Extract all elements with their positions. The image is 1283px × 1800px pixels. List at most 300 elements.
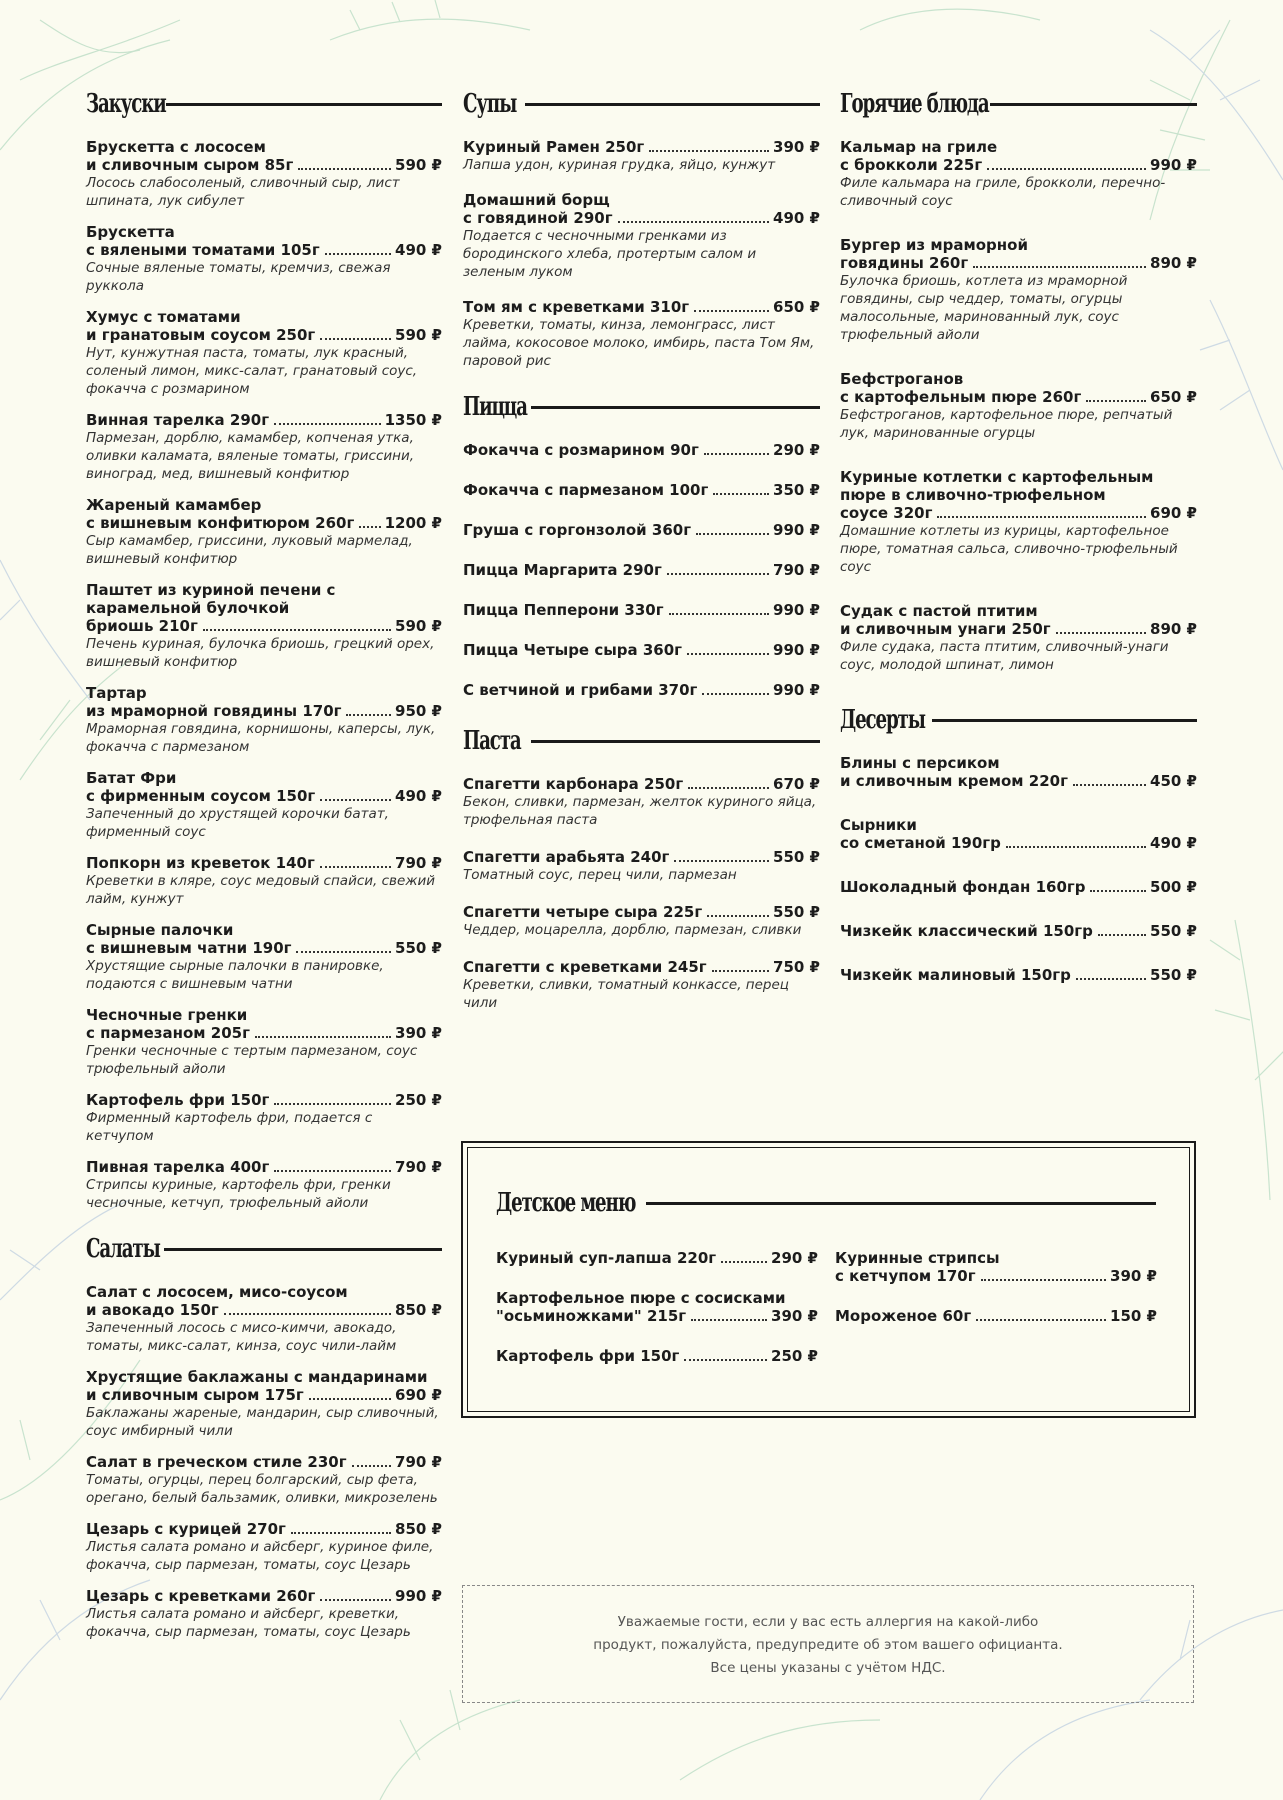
dot-leader: [1073, 784, 1146, 786]
dish-name: Пивная тарелка 400г: [86, 1158, 270, 1176]
dish-description: Фирменный картофель фри, подается с кетчупом: [86, 1110, 373, 1144]
dish-name: Чизкейк классический 150гр: [840, 922, 1093, 940]
dot-leader: [320, 338, 391, 340]
dish-price-line: [463, 681, 820, 699]
dot-leader: [309, 1398, 391, 1400]
dish-price: 850 ₽: [395, 1301, 442, 1319]
dish-description: Листья салата романо и айсберг, креветки, фокачча, сыр пармезан, томаты, соус Цезарь: [86, 1606, 411, 1640]
dish-price: 790 ₽: [773, 561, 820, 579]
dish-name: Спагетти с креветками 245г: [463, 958, 707, 976]
dot-leader: [696, 533, 769, 535]
menu-item: [463, 481, 820, 499]
allergy-note-line: Все цены указаны с учётом НДС.: [710, 1660, 946, 1676]
dish-name: Фокачча с пармезаном 100г: [463, 481, 709, 499]
dish-name: Картофель фри 150г: [496, 1347, 680, 1365]
menu-item: [840, 966, 1197, 984]
dot-leader: [325, 253, 391, 255]
section-header-goryachie: Горячие блюда: [840, 84, 1197, 124]
dish-name: Пицца Маргарита 290г: [463, 561, 662, 579]
dish-name: Брускетта: [86, 223, 175, 241]
dish-name: Хумус с томатами: [86, 308, 241, 326]
dish-description: Креветки, томаты, кинза, лемонграсс, лист лайма, кокосовое молоко, имбирь, паста Том Ям, паровой рис: [463, 317, 815, 369]
dish-name: Куриный Рамен 250г: [463, 138, 645, 156]
dish-name: Цезарь с курицей 270г: [86, 1520, 286, 1538]
dish-price: 550 ₽: [395, 939, 442, 957]
section-header-pasta: Паста: [463, 721, 820, 761]
dot-leader: [320, 1599, 391, 1601]
dish-description: Чеддер, моцарелла, дорблю, пармезан, сливки: [463, 922, 802, 938]
dish-price-line: [840, 620, 1197, 638]
dot-leader: [684, 1359, 767, 1361]
dot-leader: [976, 1319, 1106, 1321]
dot-leader: [346, 714, 391, 716]
dish-price-line: [86, 411, 442, 429]
dish-name: Батат Фри: [86, 769, 177, 787]
section-header-zakuski: Закуски: [86, 84, 442, 124]
dish-price-line: [463, 641, 820, 659]
menu-item: [463, 848, 820, 884]
menu-item: [840, 138, 1197, 210]
menu-item: [840, 236, 1197, 344]
dish-name: и сливочным кремом 220г: [840, 772, 1068, 790]
dish-price-line: [86, 617, 442, 635]
dish-description: Филе судака, паста птитим, сливочный-унаги соус, молодой шпинат, лимон: [840, 639, 1169, 673]
dot-leader: [1006, 846, 1146, 848]
dish-description: Томаты, огурцы, перец болгарский, сыр фета, орегано, белый бальзамик, оливки, микрозелень: [86, 1472, 438, 1506]
menu-item: [86, 921, 442, 993]
menu-item: [463, 298, 820, 370]
dish-name: С ветчиной и грибами 370г: [463, 681, 698, 699]
dish-price-line: [86, 1091, 442, 1109]
dot-leader: [255, 1036, 391, 1038]
dish-name: Блины с персиком: [840, 754, 1000, 772]
dot-leader: [274, 423, 381, 425]
dish-price: 590 ₽: [395, 156, 442, 174]
dish-price-line: [840, 878, 1197, 896]
section-rule: [531, 406, 820, 409]
menu-item: [835, 1307, 1157, 1325]
dish-name: Судак с пастой птитим: [840, 602, 1038, 620]
dot-leader: [713, 493, 769, 495]
menu-item: [86, 1006, 442, 1078]
dish-price-line: [463, 481, 820, 499]
section-rule: [164, 1248, 442, 1251]
dish-name: бриошь 210г: [86, 617, 198, 635]
dish-name: Картофель фри 150г: [86, 1091, 270, 1109]
dish-name: из мраморной говядины 170г: [86, 702, 342, 720]
dish-price: 590 ₽: [395, 326, 442, 344]
dish-price: 490 ₽: [395, 241, 442, 259]
dish-name: "осьминожками" 215г: [496, 1307, 687, 1325]
kids-menu-header: [496, 1183, 1156, 1237]
dot-leader: [667, 573, 769, 575]
dot-leader: [274, 1170, 391, 1172]
dot-leader: [1090, 890, 1146, 892]
dish-description: Подается с чесночными гренками из бородинского хлеба, протертым салом и зеленым луком: [463, 228, 757, 280]
dish-price-line: [463, 903, 820, 921]
dish-name: Куриные котлетки с картофельным пюре в сливочно-трюфельном: [840, 468, 1154, 504]
dish-price: 390 ₽: [773, 138, 820, 156]
dish-name: Бефстроганов: [840, 370, 964, 388]
menu-item: [463, 191, 820, 281]
dish-price: 250 ₽: [771, 1347, 818, 1365]
dish-price-line: [463, 298, 820, 316]
dish-name: Салат в греческом стиле 230г: [86, 1453, 347, 1471]
dish-name: Мороженое 60г: [835, 1307, 972, 1325]
dish-name: с брокколи 225г: [840, 156, 983, 174]
dot-leader: [291, 1532, 391, 1534]
dish-name: и гранатовым соусом 250г: [86, 326, 316, 344]
dish-name: говядины 260г: [840, 254, 969, 272]
menu-item: [463, 521, 820, 539]
section-header-pizza: Пицца: [463, 387, 820, 427]
dish-name: Пицца Четыре сыра 360г: [463, 641, 683, 659]
dish-name: Спагетти арабьята 240г: [463, 848, 670, 866]
dot-leader: [687, 653, 769, 655]
dot-leader: [298, 168, 391, 170]
menu-item: [86, 1453, 442, 1507]
dish-name: с вишневым конфитюром 260г: [86, 514, 355, 532]
menu-item: [496, 1289, 818, 1325]
menu-item: [86, 223, 442, 295]
dish-name: Фокачча с розмарином 90г: [463, 441, 699, 459]
dish-price: 150 ₽: [1110, 1307, 1157, 1325]
dish-description: Баклажаны жареные, мандарин, сыр сливочный, соус имбирный чили: [86, 1405, 439, 1439]
dish-description: Стрипсы куриные, картофель фри, гренки чесночные, кетчуп, трюфельный айоли: [86, 1177, 391, 1211]
dish-price-line: [840, 388, 1197, 406]
menu-item: [463, 138, 820, 174]
menu-item: [463, 903, 820, 939]
dish-price-line: [496, 1307, 818, 1325]
column-middle: [463, 84, 820, 1031]
menu-item: [86, 1158, 442, 1212]
dot-leader: [707, 915, 769, 917]
dish-price-line: [463, 775, 820, 793]
menu-item: [86, 854, 442, 908]
menu-item: [840, 468, 1197, 576]
dish-price: 550 ₽: [1150, 922, 1197, 940]
dish-name: Груша с горгонзолой 360г: [463, 521, 692, 539]
menu-item: [86, 308, 442, 398]
dish-price: 450 ₽: [1150, 772, 1197, 790]
dot-leader: [674, 860, 769, 862]
dish-name: и сливочным унаги 250г: [840, 620, 1051, 638]
dish-price-line: [463, 138, 820, 156]
dish-price: 390 ₽: [1110, 1267, 1157, 1285]
dish-name: Сырники: [840, 816, 917, 834]
dish-price-line: [496, 1347, 818, 1365]
dish-price-line: [835, 1307, 1157, 1325]
dish-description: Креветки в кляре, соус медовый спайси, свежий лайм, кунжут: [86, 873, 436, 907]
dish-price: 390 ₽: [771, 1307, 818, 1325]
dish-name: Кальмар на гриле: [840, 138, 998, 156]
dish-price: 490 ₽: [1150, 834, 1197, 852]
dish-description: Булочка бриошь, котлета из мраморной говядины, сыр чеддер, томаты, огурцы малосольные, маринованный лук, соус трюфельный айоли: [840, 273, 1128, 343]
dish-price: 750 ₽: [773, 958, 820, 976]
dish-description: Гренки чесночные с тертым пармезаном, соус трюфельный айоли: [86, 1043, 418, 1077]
menu-item: [835, 1249, 1157, 1285]
dish-price-line: [86, 1301, 442, 1319]
dot-leader: [981, 1279, 1106, 1281]
dish-name: Спагетти карбонара 250г: [463, 775, 684, 793]
dish-price-line: [86, 1587, 442, 1605]
dish-price-line: [463, 209, 820, 227]
menu-item: [496, 1249, 818, 1267]
dot-leader: [688, 787, 769, 789]
dish-name: Куринные стрипсы: [835, 1249, 1000, 1267]
dish-price: 290 ₽: [773, 441, 820, 459]
dish-price: 550 ₽: [1150, 966, 1197, 984]
section-rule: [990, 103, 1197, 106]
dot-leader: [712, 970, 769, 972]
dish-name: с вишневым чатни 190г: [86, 939, 292, 957]
dish-price: 990 ₽: [773, 681, 820, 699]
dot-leader: [203, 629, 391, 631]
section-rule: [932, 719, 1197, 722]
dish-name: Куриный суп-лапша 220г: [496, 1249, 717, 1267]
dish-name: и авокадо 150г: [86, 1301, 219, 1319]
dish-name: Домашний борщ: [463, 191, 610, 209]
dish-price-line: [840, 156, 1197, 174]
dish-price-line: [86, 702, 442, 720]
menu-item: [86, 1520, 442, 1574]
dish-price-line: [86, 241, 442, 259]
dot-leader: [224, 1313, 391, 1315]
dish-name: Картофельное пюре с сосисками: [496, 1289, 786, 1307]
dot-leader: [320, 799, 391, 801]
dish-description: Домашние котлеты из курицы, картофельное пюре, томатная сальса, сливочно-трюфельный соус: [840, 523, 1178, 575]
dish-price-line: [463, 601, 820, 619]
menu-item: [86, 769, 442, 841]
section-rule: [646, 1202, 1156, 1205]
menu-item: [840, 816, 1197, 852]
dish-name: Тартар: [86, 684, 147, 702]
dish-price: 990 ₽: [1150, 156, 1197, 174]
dot-leader: [721, 1261, 767, 1263]
dish-description: Печень куриная, булочка бриошь, грецкий орех, вишневый конфитюр: [86, 636, 435, 670]
dish-price-line: [86, 1024, 442, 1042]
dish-price-line: [86, 787, 442, 805]
menu-item: [86, 1587, 442, 1641]
dish-price: 990 ₽: [773, 601, 820, 619]
dot-leader: [937, 516, 1146, 518]
dish-name: Попкорн из креветок 140г: [86, 854, 315, 872]
dish-price: 1350 ₽: [384, 411, 442, 429]
section-header-kids: Детское меню: [496, 1183, 1156, 1223]
menu-item: [463, 958, 820, 1012]
dish-name: Сырные палочки: [86, 921, 234, 939]
menu-item: [463, 681, 820, 699]
menu-item: [463, 561, 820, 579]
dish-price: 550 ₽: [773, 903, 820, 921]
dot-leader: [320, 866, 391, 868]
dish-price: 390 ₽: [395, 1024, 442, 1042]
dish-price: 590 ₽: [395, 617, 442, 635]
allergy-note-line: Уважаемые гости, если у вас есть аллергия на какой-либо: [617, 1614, 1039, 1630]
menu-item: [463, 775, 820, 829]
dot-leader: [669, 613, 769, 615]
dish-price: 690 ₽: [395, 1386, 442, 1404]
dot-leader: [973, 266, 1146, 268]
dish-price-line: [840, 922, 1197, 940]
menu-item: [463, 601, 820, 619]
dish-price-line: [86, 1453, 442, 1471]
dish-description: Мраморная говядина, корнишоны, каперсы, лук, фокачча с пармезаном: [86, 721, 436, 755]
menu-item: [463, 641, 820, 659]
dish-name: Салат с лососем, мисо-соусом: [86, 1283, 348, 1301]
menu-item: [840, 922, 1197, 940]
dish-price-line: [86, 1386, 442, 1404]
dish-description: Лосось слабосоленый, сливочный сыр, лист шпината, лук сибулет: [86, 175, 400, 209]
dot-leader: [1056, 632, 1146, 634]
dish-description: Запеченный лосось с мисо-кимчи, авокадо, томаты, микс-салат, кинза, соус чили-лайм: [86, 1320, 397, 1354]
dish-description: Филе кальмара на гриле, брокколи, перечно-сливочный соус: [840, 175, 1166, 209]
menu-item: [840, 754, 1197, 790]
dot-leader: [1076, 978, 1146, 980]
kids-menu-right-column: [835, 1249, 1157, 1347]
dish-description: Лапша удон, куриная грудка, яйцо, кунжут: [463, 157, 776, 173]
dish-price-line: [86, 514, 442, 532]
dish-description: Хрустящие сырные палочки в панировке, подаются с вишневым чатни: [86, 958, 384, 992]
dish-price: 670 ₽: [773, 775, 820, 793]
dot-leader: [618, 221, 769, 223]
dish-name: и сливочным сыром 85г: [86, 156, 294, 174]
dot-leader: [274, 1103, 391, 1105]
dot-leader: [352, 1465, 391, 1467]
dish-name: Чесночные гренки: [86, 1006, 248, 1024]
dish-price-line: [835, 1267, 1157, 1285]
dish-name: с кетчупом 170г: [835, 1267, 976, 1285]
dish-description: Креветки, сливки, томатный конкассе, перец чили: [463, 977, 789, 1011]
dish-name: с вялеными томатами 105г: [86, 241, 320, 259]
dish-price: 790 ₽: [395, 1453, 442, 1471]
dish-price-line: [86, 1158, 442, 1176]
dish-price: 950 ₽: [395, 702, 442, 720]
dish-price: 990 ₽: [773, 641, 820, 659]
dish-name: Пицца Пепперони 330г: [463, 601, 664, 619]
dish-name: Жареный камамбер: [86, 496, 262, 514]
dot-leader: [1098, 934, 1146, 936]
dish-price: 550 ₽: [773, 848, 820, 866]
section-header-deserty: Десерты: [840, 700, 1197, 740]
allergy-note-line: продукт, пожалуйста, предупредите об этом вашего официанта.: [593, 1637, 1063, 1653]
dot-leader: [296, 951, 391, 953]
dish-name: Паштет из куриной печени с карамельной булочкой: [86, 581, 336, 617]
dish-price: 690 ₽: [1150, 504, 1197, 522]
menu-item: [86, 684, 442, 756]
dish-price-line: [86, 156, 442, 174]
menu-item: [86, 496, 442, 568]
dish-price-line: [840, 772, 1197, 790]
dish-description: Бекон, сливки, пармезан, желток куриного яйца, трюфельная паста: [463, 794, 817, 828]
dish-description: Нут, кунжутная паста, томаты, лук красный, соленый лимон, микс-салат, гранатовый соус, фокачча с розмарином: [86, 345, 418, 397]
section-rule: [525, 103, 820, 106]
dish-name: Чизкейк малиновый 150гр: [840, 966, 1071, 984]
dish-price: 850 ₽: [395, 1520, 442, 1538]
dish-name: Бургер из мраморной: [840, 236, 1028, 254]
dish-price-line: [463, 958, 820, 976]
dish-price-line: [86, 1520, 442, 1538]
menu-item: [86, 411, 442, 483]
dish-name: Том ям с креветками 310г: [463, 298, 690, 316]
section-rule: [531, 740, 820, 743]
menu-item: [86, 1368, 442, 1440]
menu-item: [86, 1283, 442, 1355]
dish-name: Винная тарелка 290г: [86, 411, 270, 429]
dot-leader: [649, 150, 769, 152]
dish-price-line: [840, 504, 1197, 522]
menu-item: [840, 370, 1197, 442]
dish-price: 990 ₽: [773, 521, 820, 539]
dish-description: Листья салата романо и айсберг, куриное филе, фокачча, сыр пармезан, томаты, соус Цезарь: [86, 1539, 434, 1573]
dish-description: Бефстроганов, картофельное пюре, репчатый лук, маринованные огурцы: [840, 407, 1173, 441]
dish-price: 890 ₽: [1150, 254, 1197, 272]
dish-price-line: [463, 848, 820, 866]
column-right: [840, 84, 1197, 1010]
dish-price: 500 ₽: [1150, 878, 1197, 896]
menu-item: [86, 138, 442, 210]
section-header-salaty: Салаты: [86, 1229, 442, 1269]
dish-price: 790 ₽: [395, 1158, 442, 1176]
section-header-supy: Супы: [463, 84, 820, 124]
dish-description: Томатный соус, перец чили, пармезан: [463, 867, 737, 883]
dish-price: 350 ₽: [773, 481, 820, 499]
allergy-note: [462, 1585, 1194, 1703]
dot-leader: [702, 693, 769, 695]
dot-leader: [359, 526, 380, 528]
dish-name: соусе 320г: [840, 504, 933, 522]
section-rule: [166, 103, 442, 106]
menu-item: [86, 1091, 442, 1145]
dish-name: с пармезаном 205г: [86, 1024, 250, 1042]
dish-name: Шоколадный фондан 160гр: [840, 878, 1086, 896]
menu-item: [840, 878, 1197, 896]
dish-price-line: [86, 939, 442, 957]
dish-description: Пармезан, дорблю, камамбер, копченая утка, оливки каламата, вяленые томаты, гриссини, виноград, мед, вишневый конфитюр: [86, 430, 415, 482]
dish-name: со сметаной 190гр: [840, 834, 1001, 852]
dish-price: 790 ₽: [395, 854, 442, 872]
dish-price-line: [840, 966, 1197, 984]
kids-menu-left-column: [496, 1249, 818, 1387]
dish-name: Цезарь с креветками 260г: [86, 1587, 316, 1605]
dish-name: Спагетти четыре сыра 225г: [463, 903, 703, 921]
dish-price-line: [86, 326, 442, 344]
dish-price: 990 ₽: [395, 1587, 442, 1605]
kids-menu-box: [461, 1141, 1196, 1418]
dish-price-line: [463, 441, 820, 459]
menu-item: [496, 1347, 818, 1365]
dish-description: Сыр камамбер, гриссини, луковый мармелад, вишневый конфитюр: [86, 533, 413, 567]
dot-leader: [691, 1319, 767, 1321]
dish-name: и сливочным сыром 175г: [86, 1386, 304, 1404]
dish-price-line: [840, 834, 1197, 852]
dish-price-line: [840, 254, 1197, 272]
dish-price-line: [86, 854, 442, 872]
dish-price: 490 ₽: [773, 209, 820, 227]
dish-price-line: [496, 1249, 818, 1267]
menu-item: [840, 602, 1197, 674]
dish-price-line: [463, 521, 820, 539]
dish-price: 290 ₽: [771, 1249, 818, 1267]
dish-price: 490 ₽: [395, 787, 442, 805]
dot-leader: [1086, 400, 1146, 402]
dish-name: с говядиной 290г: [463, 209, 613, 227]
menu-item: [463, 441, 820, 459]
dish-price-line: [463, 561, 820, 579]
dish-price: 890 ₽: [1150, 620, 1197, 638]
dish-name: с фирменным соусом 150г: [86, 787, 316, 805]
dish-name: Брускетта с лососем: [86, 138, 266, 156]
